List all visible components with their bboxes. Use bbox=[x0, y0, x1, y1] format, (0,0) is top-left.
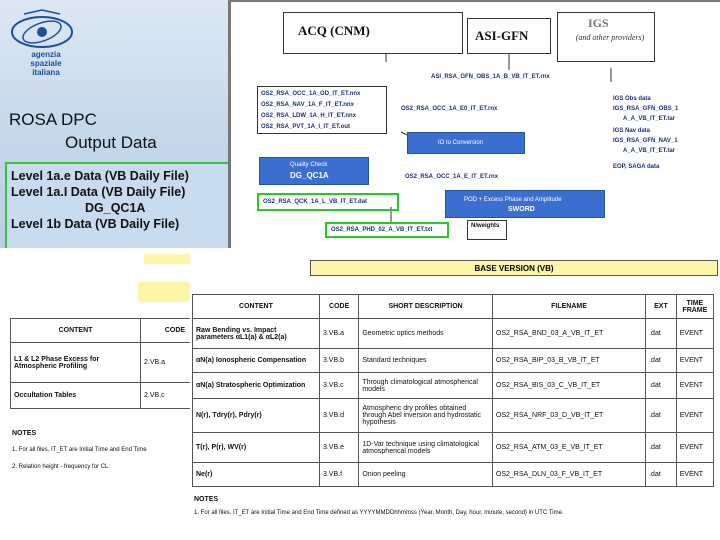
col-code: CODE bbox=[319, 295, 358, 319]
slide-title-line2: Output Data bbox=[65, 133, 157, 152]
igs-sublabel: (and other providers) bbox=[575, 33, 645, 42]
col-filename: FILENAME bbox=[492, 295, 645, 319]
pod-sword-box bbox=[445, 190, 605, 218]
table-cell: Atmospheric dry profiles obtained through Abel inversion and hydrostatic hypothesis bbox=[359, 399, 493, 433]
table-cell: .dat bbox=[646, 349, 677, 373]
notes-title: NOTES bbox=[194, 496, 219, 503]
phd-file-box bbox=[325, 222, 449, 238]
igs-file: IGS_RSA_GFN_OBS_1 bbox=[613, 106, 679, 112]
back-cell: 2.VB.a bbox=[141, 343, 210, 383]
qc1a-box bbox=[259, 157, 369, 185]
table-cell: .dat bbox=[646, 463, 677, 487]
table-cell: .dat bbox=[646, 373, 677, 399]
front-table-panel bbox=[190, 248, 720, 540]
table-cell: OS2_RSA_BND_03_A_VB_IT_ET bbox=[492, 319, 645, 349]
occ-e-file: OS2_RSA_OCC_1A_E_IT_ET.rnx bbox=[405, 174, 499, 180]
igs-file: IGS Obs data bbox=[613, 96, 651, 102]
table-cell: N(r), Tdry(r), Pdry(r) bbox=[193, 399, 320, 433]
back-cell: L1 & L2 Phase Excess for Atmospheric Profiling bbox=[11, 343, 141, 383]
col-time-frame: TIME FRAME bbox=[676, 295, 713, 319]
table-cell: EVENT bbox=[676, 433, 713, 463]
qc1a-title: Quality Check bbox=[290, 162, 328, 168]
table-cell: OS2_RSA_BIP_03_B_VB_IT_ET bbox=[492, 349, 645, 373]
table-cell: EVENT bbox=[676, 349, 713, 373]
asi-gfn-box bbox=[467, 18, 551, 54]
table-cell: .dat bbox=[646, 399, 677, 433]
igs-file: A_A_VB_IT_ET.tar bbox=[623, 148, 676, 154]
table-cell: 3.VB.f bbox=[319, 463, 358, 487]
back-col-code: CODE bbox=[141, 319, 210, 343]
acq-box bbox=[283, 12, 463, 54]
acq-file: OS2_RSA_NAV_1A_F_IT_ET.nnx bbox=[261, 102, 354, 108]
col-ext: EXT bbox=[646, 295, 677, 319]
acq-file: OS2_RSA_OCC_1A_OD_IT_ET.nnx bbox=[261, 91, 361, 97]
logo-text-line2: italiana bbox=[32, 68, 60, 77]
back-note: 2. Relation height - frequency for CL: bbox=[12, 464, 111, 470]
sword-label: SWORD bbox=[508, 206, 535, 213]
table-cell: T(r), P(r), WV(r) bbox=[193, 433, 320, 463]
occ-file: OS2_RSA_OCC_1A_E0_IT_ET.rnx bbox=[401, 106, 498, 112]
slide-title-line1: ROSA DPC bbox=[9, 110, 97, 129]
table-cell: αN(a) Stratospheric Optimization bbox=[193, 373, 320, 399]
col-content: CONTENT bbox=[193, 295, 320, 319]
back-col-content: CONTENT bbox=[11, 319, 141, 343]
base-version-table bbox=[192, 294, 714, 487]
igs-file: EOP, SAGA data bbox=[613, 164, 660, 170]
table-cell: OS2_RSA_NRF_03_D_VB_IT_ET bbox=[492, 399, 645, 433]
table-cell: Ne(r) bbox=[193, 463, 320, 487]
back-cell: 2.VB.c bbox=[141, 383, 210, 409]
igs-file: IGS Nav data bbox=[613, 128, 651, 134]
level-item: Level 1b Data (VB Daily File) bbox=[11, 217, 180, 231]
table-cell: OS2_RSA_BIS_03_C_VB_IT_ET bbox=[492, 373, 645, 399]
acq-file: OS2_RSA_LDW_1A_H_IT_ET.nnx bbox=[261, 113, 357, 119]
base-version-header: BASE VERSION (VB) bbox=[310, 260, 718, 276]
io-conversion-label: IO to Conversion bbox=[438, 140, 484, 146]
table-cell: 3.VB.a bbox=[319, 319, 358, 349]
level-item: DG_QC1A bbox=[85, 201, 146, 215]
qc-file-box bbox=[257, 193, 399, 211]
asi-file: ASI_RSA_GFN_OBS_1A_B_VB_IT_ET.rnx bbox=[431, 74, 550, 80]
level-item: Level 1a.I Data (VB Daily File) bbox=[11, 185, 186, 199]
back-table bbox=[10, 318, 210, 409]
io-conversion-box bbox=[407, 132, 525, 154]
table-cell: 3.VB.e bbox=[319, 433, 358, 463]
back-cell: Occultation Tables bbox=[11, 383, 141, 409]
igs-label: IGS bbox=[588, 16, 609, 30]
note-line: 1. For all files, IT_ET are Initial Time and End Time defined as YYYYMMDDhhmmss (Year, Month, Day, hour, minute, second) in UTC Time. bbox=[194, 510, 564, 516]
acq-label: ACQ (CNM) bbox=[298, 23, 370, 38]
table-cell: EVENT bbox=[676, 463, 713, 487]
acq-file: OS2_RSA_PVT_1A_I_IT_ET.out bbox=[261, 124, 351, 130]
nweights-box bbox=[467, 220, 507, 240]
table-cell: Through climatological atmospherical models bbox=[359, 373, 493, 399]
qc-file: OS2_RSA_QCK_1A_L_VB_IT_ET.dat bbox=[263, 199, 368, 205]
igs-file: A_A_VB_IT_ET.tar bbox=[623, 116, 676, 122]
table-cell: αN(a) Ionospheric Compensation bbox=[193, 349, 320, 373]
processing-diagram bbox=[228, 0, 720, 248]
asi-logo-icon bbox=[2, 6, 82, 52]
asi-logo bbox=[2, 6, 82, 80]
level-item: Level 1a.e Data (VB Daily File) bbox=[11, 169, 189, 183]
table-cell: EVENT bbox=[676, 373, 713, 399]
back-note: 1. For all files, IT_ET are Initial Time and End Time bbox=[12, 447, 147, 453]
levels-box bbox=[5, 162, 233, 248]
qc1a-name: DG_QC1A bbox=[290, 171, 329, 180]
table-cell: Onion peeling bbox=[359, 463, 493, 487]
table-cell: .dat bbox=[646, 319, 677, 349]
table-cell: 1D-Var technique using climatological atmospherical models bbox=[359, 433, 493, 463]
table-cell: 3.VB.d bbox=[319, 399, 358, 433]
logo-text-line1: agenzia spaziale bbox=[30, 50, 62, 68]
back-notes-title: NOTES bbox=[12, 430, 37, 437]
table-cell: OS2_RSA_DLN_03_F_VB_IT_ET bbox=[492, 463, 645, 487]
table-cell: Raw Bending vs. Impact parameters αL1(a) & αL2(a) bbox=[193, 319, 320, 349]
col-short-description: SHORT DESCRIPTION bbox=[359, 295, 493, 319]
table-cell: Standard techniques bbox=[359, 349, 493, 373]
acq-files-box bbox=[257, 86, 387, 134]
igs-file: IGS_RSA_GFN_NAV_1 bbox=[613, 138, 678, 144]
pod-label: POD + Excess Phase and Amplitude bbox=[464, 197, 562, 203]
phd-file: OS2_RSA_PHD_02_A_VB_IT_ET.txt bbox=[331, 227, 433, 233]
asi-gfn-label: ASI-GFN bbox=[475, 28, 529, 43]
back-table-panel bbox=[0, 248, 200, 540]
table-cell: 3.VB.b bbox=[319, 349, 358, 373]
igs-box bbox=[557, 12, 655, 62]
nweights-label: N/weights bbox=[471, 223, 500, 229]
table-cell: EVENT bbox=[676, 399, 713, 433]
table-cell: OS2_RSA_ATM_03_E_VB_IT_ET bbox=[492, 433, 645, 463]
table-cell: .dat bbox=[646, 433, 677, 463]
table-cell: Geometric optics methods bbox=[359, 319, 493, 349]
table-cell: EVENT bbox=[676, 319, 713, 349]
left-panel bbox=[0, 0, 228, 248]
table-cell: 3.VB.c bbox=[319, 373, 358, 399]
igs-files-box bbox=[599, 82, 707, 174]
